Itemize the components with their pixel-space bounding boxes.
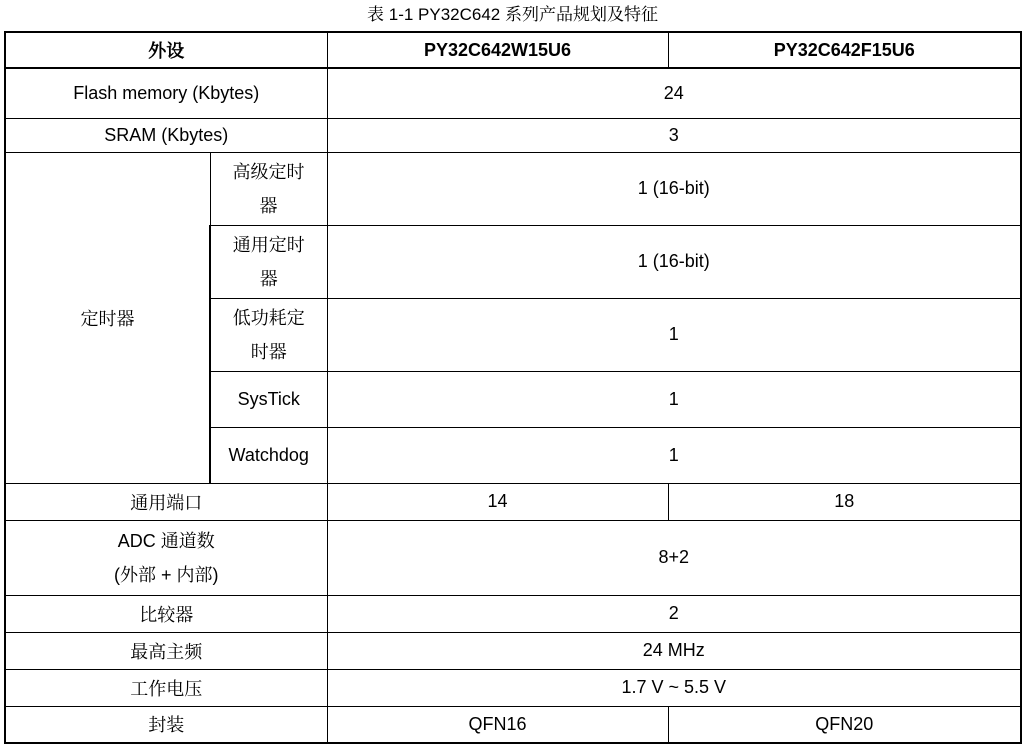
- spec-table: [4, 31, 1022, 744]
- systick-value: 1: [327, 371, 1021, 427]
- timer-lowpower-label: [210, 298, 327, 371]
- flash-value: 24: [327, 68, 1021, 118]
- adc-label: [5, 520, 327, 595]
- timer-lowpower-label-line1: 低功耗定: [232, 307, 305, 328]
- header-row: [5, 32, 1021, 68]
- package-label: 封装: [5, 706, 327, 743]
- table-row-sram: [5, 118, 1021, 152]
- adc-label-line2: (外部 + 内部): [113, 564, 219, 585]
- timer-advanced-label-line1: 高级定时: [232, 161, 305, 182]
- header-model-f: PY32C642F15U6: [668, 32, 1021, 68]
- table-row-timer-advanced: [5, 152, 1021, 225]
- timer-advanced-label: [210, 152, 327, 225]
- timer-lowpower-label-line2: 时器: [250, 341, 287, 362]
- timer-lowpower-value: 1: [327, 298, 1021, 371]
- package-value-f: QFN20: [668, 706, 1021, 743]
- timer-general-value: 1 (16-bit): [327, 225, 1021, 298]
- voltage-label: 工作电压: [5, 669, 327, 706]
- header-model-w: PY32C642W15U6: [327, 32, 668, 68]
- header-peripheral: 外设: [5, 32, 327, 68]
- gpio-value-f: 18: [668, 483, 1021, 520]
- max-freq-value: 24 MHz: [327, 632, 1021, 669]
- comparator-label: 比较器: [5, 595, 327, 632]
- table-row-max-freq: [5, 632, 1021, 669]
- adc-value: 8+2: [327, 520, 1021, 595]
- table-row-flash: [5, 68, 1021, 118]
- sram-value: 3: [327, 118, 1021, 152]
- table-row-adc: [5, 520, 1021, 595]
- table-caption: 表 1-1 PY32C642 系列产品规划及特征: [367, 5, 658, 24]
- watchdog-value: 1: [327, 427, 1021, 483]
- comparator-value: 2: [327, 595, 1021, 632]
- timer-advanced-value: 1 (16-bit): [327, 152, 1021, 225]
- watchdog-label: Watchdog: [210, 427, 327, 483]
- systick-label: SysTick: [210, 371, 327, 427]
- voltage-value: 1.7 V ~ 5.5 V: [327, 669, 1021, 706]
- package-value-w: QFN16: [327, 706, 668, 743]
- gpio-value-w: 14: [327, 483, 668, 520]
- timer-general-label-line2: 器: [259, 268, 278, 289]
- table-row-gpio: [5, 483, 1021, 520]
- timer-advanced-label-line2: 器: [259, 195, 278, 216]
- table-row-package: [5, 706, 1021, 743]
- timer-general-label-line1: 通用定时: [232, 234, 305, 255]
- timer-general-label: [210, 225, 327, 298]
- adc-label-line1: ADC 通道数: [117, 530, 215, 551]
- flash-label: Flash memory (Kbytes): [5, 68, 327, 118]
- timer-label: 定时器: [5, 152, 210, 483]
- max-freq-label: 最高主频: [5, 632, 327, 669]
- table-row-comparator: [5, 595, 1021, 632]
- sram-label: SRAM (Kbytes): [5, 118, 327, 152]
- gpio-label: 通用端口: [5, 483, 327, 520]
- table-row-voltage: [5, 669, 1021, 706]
